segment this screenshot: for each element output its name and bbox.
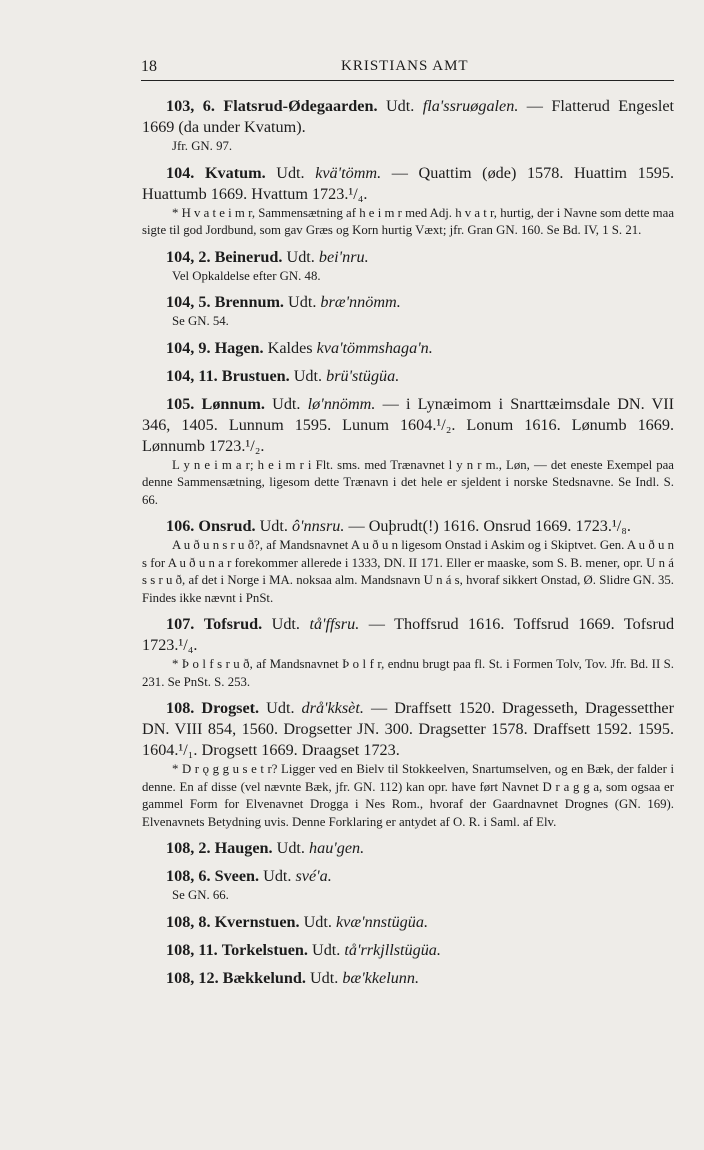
note: A u ð u n s r u ð?, af Mandsnavnet A u ð u n ligesom Onstad i Askim og i Skiptvet. Gen. A u ð u n s for A u ð u n a r forekommer allerede i 1333, DN. II 171. Eller er maaske, som S. B. mener, opr. U n á s s r u ð, af det i Norge i MA. noksaa alm. Mandsnavn U n á s, hvoraf sikkert Onstad, Ø. Slidre GN. 35. Findes ikke nævnt i PnSt. [142,538,674,605]
page-content [142,96,674,989]
entry-104-5 [142,292,674,331]
pronunciation-label: Udt. [276,163,305,182]
entry-104 [142,163,674,240]
note: L y n e i m a r; h e i m r i Flt. sms. med Trænavnet l y n r m., Løn, — det eneste Exempel paa denne Sammensætning, ligesom dette Trænavn i det hele er sjeldent i norske Stedsnavne. Se Indl. S. 66. [142,457,674,507]
entry-number: 106. [166,517,195,535]
pronunciation: kvæ'nnstügüa. [335,912,429,931]
entry-108-8 [142,912,674,933]
entry-number: 104, 5. [166,293,211,311]
pronunciation: tå'rrkjllstügüa. [344,940,441,959]
entry-number: 108, 6. [166,867,211,885]
historical-forms: — Flatterud Engeslet 1669 (da under Kvatum). [142,97,675,136]
entry-104-2 [142,247,674,286]
entry-108-2 [142,838,674,859]
farm-name: Torkelstuen. [221,940,308,959]
historical-forms: — Draffsett 1520. Dragesseth, Dragessetther DN. VIII 854, 1560. Drogsetter JN. 300. Dragsetter 1578. Draffsett 1592. 1595. 1604.¹/₁. Drogsett 1669. Draagset 1723. [142,699,675,759]
farm-name: Hagen. [214,338,264,357]
pronunciation: drå'kksèt. [301,699,364,717]
historical-forms: — Thoffsrud 1616. Toffsrud 1669. Tofsrud 1723.¹/₄. [142,615,675,654]
page-header [141,58,674,81]
note: * H v a t e i m r, Sammensætning af h e i m r med Adj. h v a t r, hurtig, der i Navne som dette maa sigte til god Jordbund, som gav Græs og Korn hurtig Væxt; jfr. Gran GN. 160. Se Bd. IV, 1 S. 21. [142,205,674,237]
entry-108-12 [142,968,674,989]
historical-forms: — Quattim (øde) 1578. Huattim 1595. Huattumb 1669. Hvattum 1723.¹/₄. [142,163,675,203]
entry-text [142,968,674,989]
entry-text [142,614,674,656]
entry-number: 108, 11. [166,940,218,959]
entry-107 [142,614,674,691]
entry-text [142,96,674,138]
farm-name: Beinerud. [214,247,283,266]
entry-text [142,940,674,961]
entry-103-6 [142,96,674,156]
farm-name: Brustuen. [221,366,290,385]
farm-name: Lønnum. [201,394,265,413]
entry-106 [142,516,674,607]
farm-name: Drogset. [201,699,260,717]
pronunciation-label: Udt. [309,968,339,987]
entry-108-6 [142,866,674,905]
note: Se GN. 54. [172,314,229,328]
pronunciation: kvä'tömm. [315,163,382,182]
entry-105 [142,394,674,510]
pronunciation: brü'stügüa. [326,366,400,385]
farm-name: Haugen. [214,839,273,857]
pronunciation-label: Udt. [259,517,288,535]
farm-name: Onsrud. [198,517,256,535]
pronunciation: bræ'nnömm. [320,293,401,311]
pronunciation: kva'tömmshaga'n. [316,338,433,357]
entry-104-9 [142,338,674,359]
entry-text [142,366,674,387]
entry-text [142,292,674,313]
entry-text [142,838,674,859]
farm-name: Tofsrud. [203,615,263,633]
pronunciation-label: Udt. [303,912,332,931]
entry-number: 104, 2. [166,247,211,266]
pronunciation-label: Udt. [276,839,305,857]
note: * D r ǫ g g u s e t r? Ligger ved en Bielv til Stokkeelven, Snartumselven, og en Bæk, der falder i denne. En af disse (vel nævnte Bæk, jfr. GN. 112) kan opr. have ført Navnet D r a g g a, som ogsaa er gammel Form for Elvenavnet Drogga i Nes Rom., hvoraf der Gaardnavnet Drognes (GN. 169). Elvenavnets Betydning uvis. Denne Forklaring er antydet af O. R. i Saml. af Elv. [142,762,674,829]
entry-108-11 [142,940,674,961]
pronunciation-label: Udt. [385,97,415,115]
pronunciation: fla'ssruøgalen. [422,97,519,115]
note: * Þ o l f s r u ð, af Mandsnavnet Þ o l f r, endnu brugt paa fl. St. i Formen Tolv, Tov. Jfr. Bd. II S. 231. Se PnSt. S. 253. [142,657,674,689]
entry-text [142,247,674,268]
entry-number: 104. [166,163,195,182]
note: Se GN. 66. [172,888,229,902]
farm-name: Sveen. [214,867,260,885]
running-title: KRISTIANS AMT [341,58,469,74]
farm-name: Bækkelund. [222,968,306,987]
entry-number: 104, 9. [166,338,211,357]
note: Jfr. GN. 97. [172,139,233,153]
entry-number: 104, 11. [166,366,218,385]
pronunciation-label: Udt. [286,247,315,266]
entry-text [142,866,674,887]
entry-text [142,698,674,761]
pronunciation: ô'nnsru. [291,517,345,535]
farm-name: Flatsrud-Ødegaarden. [223,97,378,115]
entry-number: 105. [166,394,195,413]
entry-number: 107. [166,615,195,633]
pronunciation-label: Udt. [312,940,341,959]
entry-number: 108, 12. [166,968,219,987]
pronunciation: tå'ffsru. [309,615,360,633]
note: Vel Opkaldelse efter GN. 48. [172,268,321,283]
page-number: 18 [141,58,157,75]
farm-name: Kvatum. [204,163,266,182]
farm-name: Brennum. [214,293,284,311]
entry-108 [142,698,674,831]
farm-name: Kvernstuen. [214,912,300,931]
pronunciation-label: Udt. [263,867,292,885]
pronunciation: bæ'kkelunn. [342,968,420,987]
entry-104-11 [142,366,674,387]
pronunciation-label: Udt. [271,615,300,633]
pronunciation: bei'nru. [318,247,369,266]
entry-text [142,912,674,933]
entry-number: 108. [166,699,195,717]
pronunciation-label: Udt. [288,293,317,311]
entry-number: 108, 2. [166,839,211,857]
pronunciation: své'a. [295,867,332,885]
entry-number: 103, 6. [166,97,215,115]
entry-text [142,163,674,205]
historical-forms: — i Lynæimom i Snarttæimsdale DN. VII 346, 1405. Lunnum 1595. Lunum 1604.¹/₂. Lonum 1616. Lønumb 1669. Lønnumb 1723.¹/₂. [142,394,675,455]
pronunciation: lø'nnömm. [307,394,376,413]
historical-forms: — Ouþrudt(!) 1616. Onsrud 1669. 1723.¹/₈. [348,517,631,535]
entry-remark: Kaldes [267,338,313,357]
pronunciation-label: Udt. [272,394,301,413]
entry-text [142,338,674,359]
pronunciation: hau'gen. [309,839,365,857]
entry-text [142,394,674,457]
pronunciation-label: Udt. [266,699,295,717]
pronunciation-label: Udt. [293,366,323,385]
entry-text [142,516,674,537]
entry-number: 108, 8. [166,912,211,931]
